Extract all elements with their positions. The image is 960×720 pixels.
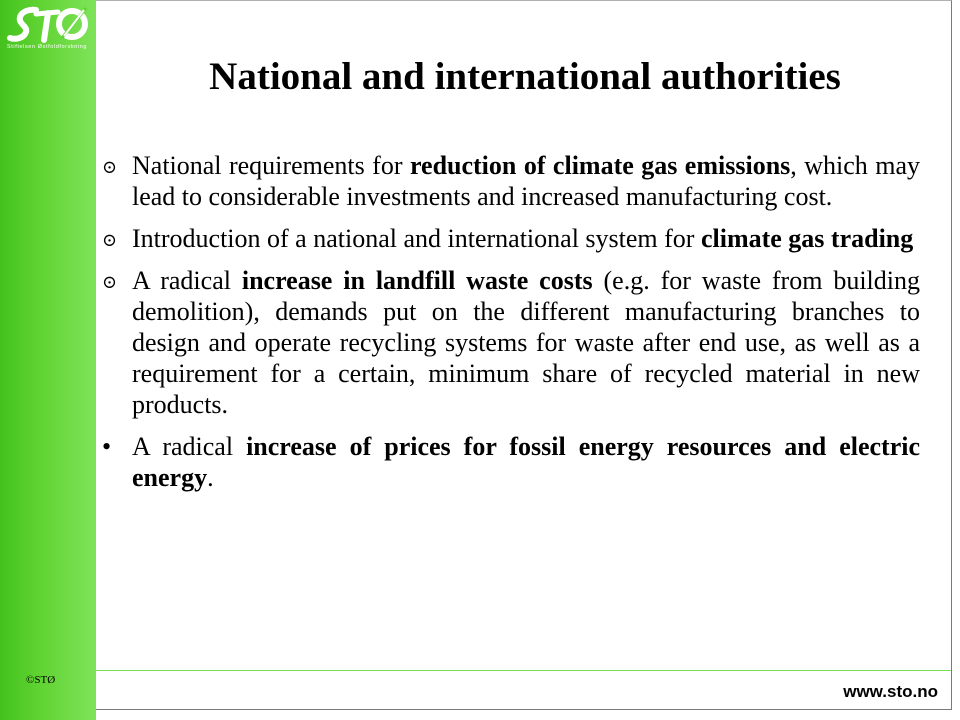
sidebar-band [0, 0, 96, 720]
bullet-emphasis: increase of prices for fossil energy resources and electric energy [132, 432, 920, 492]
website-link[interactable]: www.sto.no [843, 682, 938, 701]
bullet-item [100, 150, 920, 212]
bullet-item [100, 431, 920, 493]
bullet-emphasis: climate gas trading [700, 224, 914, 253]
bullet-dot-icon: • [102, 432, 112, 461]
copyright-label: ©STØ [26, 674, 56, 686]
circled-dot-bullet-icon: ⊙ [102, 272, 118, 293]
bullet-emphasis: increase in landfill waste costs [241, 266, 593, 295]
logo-tagline: Stiftelsen Østfoldforskning [7, 44, 88, 50]
slide-title: National and international authorities [209, 55, 841, 98]
bullet-text: A radical [132, 432, 247, 461]
bullet-text: (e.g. for waste from building demolition), demands put on the different manufacturing branches to design and operate recycling systems for waste after end use, as well as a requirement for a certain, minimum share of recycled material in new products. [132, 266, 920, 419]
circled-dot-bullet-icon: ⊙ [102, 157, 118, 178]
bullet-text: Introduction of a national and international system for [132, 224, 701, 253]
bullet-list [100, 150, 920, 504]
circled-dot-bullet-icon: ⊙ [102, 230, 118, 251]
bullet-item [100, 223, 920, 254]
footer-divider [96, 670, 951, 671]
bullet-text: National requirements for [132, 151, 410, 180]
bullet-text: . [207, 463, 214, 492]
bullet-emphasis: reduction of climate gas emissions [409, 151, 791, 180]
bullet-text: , which may lead to considerable investments and increased manufacturing cost. [132, 151, 920, 211]
bullet-text: A radical [132, 266, 242, 295]
bullet-item [100, 265, 920, 420]
